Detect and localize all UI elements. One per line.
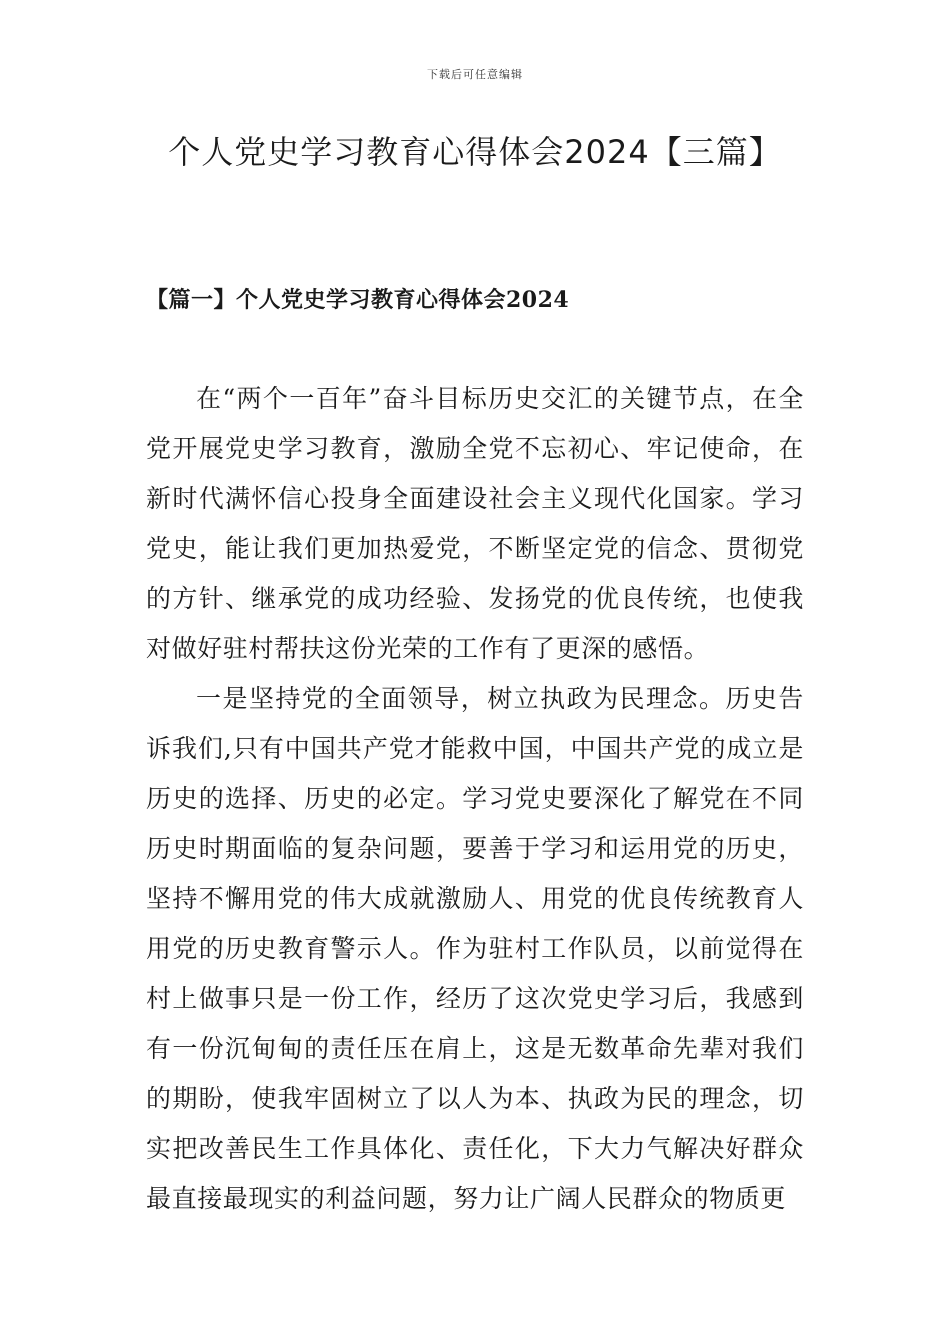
header-note: 下载后可任意编辑 (427, 68, 523, 81)
paragraph-1: 在“两个一百年”奋斗目标历史交汇的关键节点，在全党开展党史学习教育，激励全党不忘初心、牢记使命，在新时代满怀信心投身全面建设社会主义现代化国家。学习党史，能让我们更加热爱党，不断坚定党的信念、贯彻党的方针、继承党的成功经验、发扬党的优良传统，也使我对做好驻村帮扶这份光荣的工作有了更深的感悟。 (146, 384, 804, 663)
body-text (146, 374, 804, 1224)
document-title: 个人党史学习教育心得体会2024【三篇】 (168, 133, 782, 171)
paragraph-2: 一是坚持党的全面领导，树立执政为民理念。历史告诉我们,只有中国共产党才能救中国，中国共产党的成立是历史的选择、历史的必定。学习党史要深化了解党在不同历史时期面临的复杂问题，要善于学习和运用党的历史，坚持不懈用党的伟大成就激励人、用党的优良传统教育人用党的历史教育警示人。作为驻村工作队员，以前觉得在村上做事只是一份工作，经历了这次党史学习后，我感到有一份沉甸甸的责任压在肩上，这是无数革命先辈对我们的期盼，使我牢固树立了以人为本、执政为民的理念，切实把改善民生工作具体化、责任化，下大力气解决好群众最直接最现实的利益问题，努力让广阔人民群众的物质更 (146, 684, 804, 1213)
section-heading: 【篇一】个人党史学习教育心得体会2024 (146, 287, 570, 313)
